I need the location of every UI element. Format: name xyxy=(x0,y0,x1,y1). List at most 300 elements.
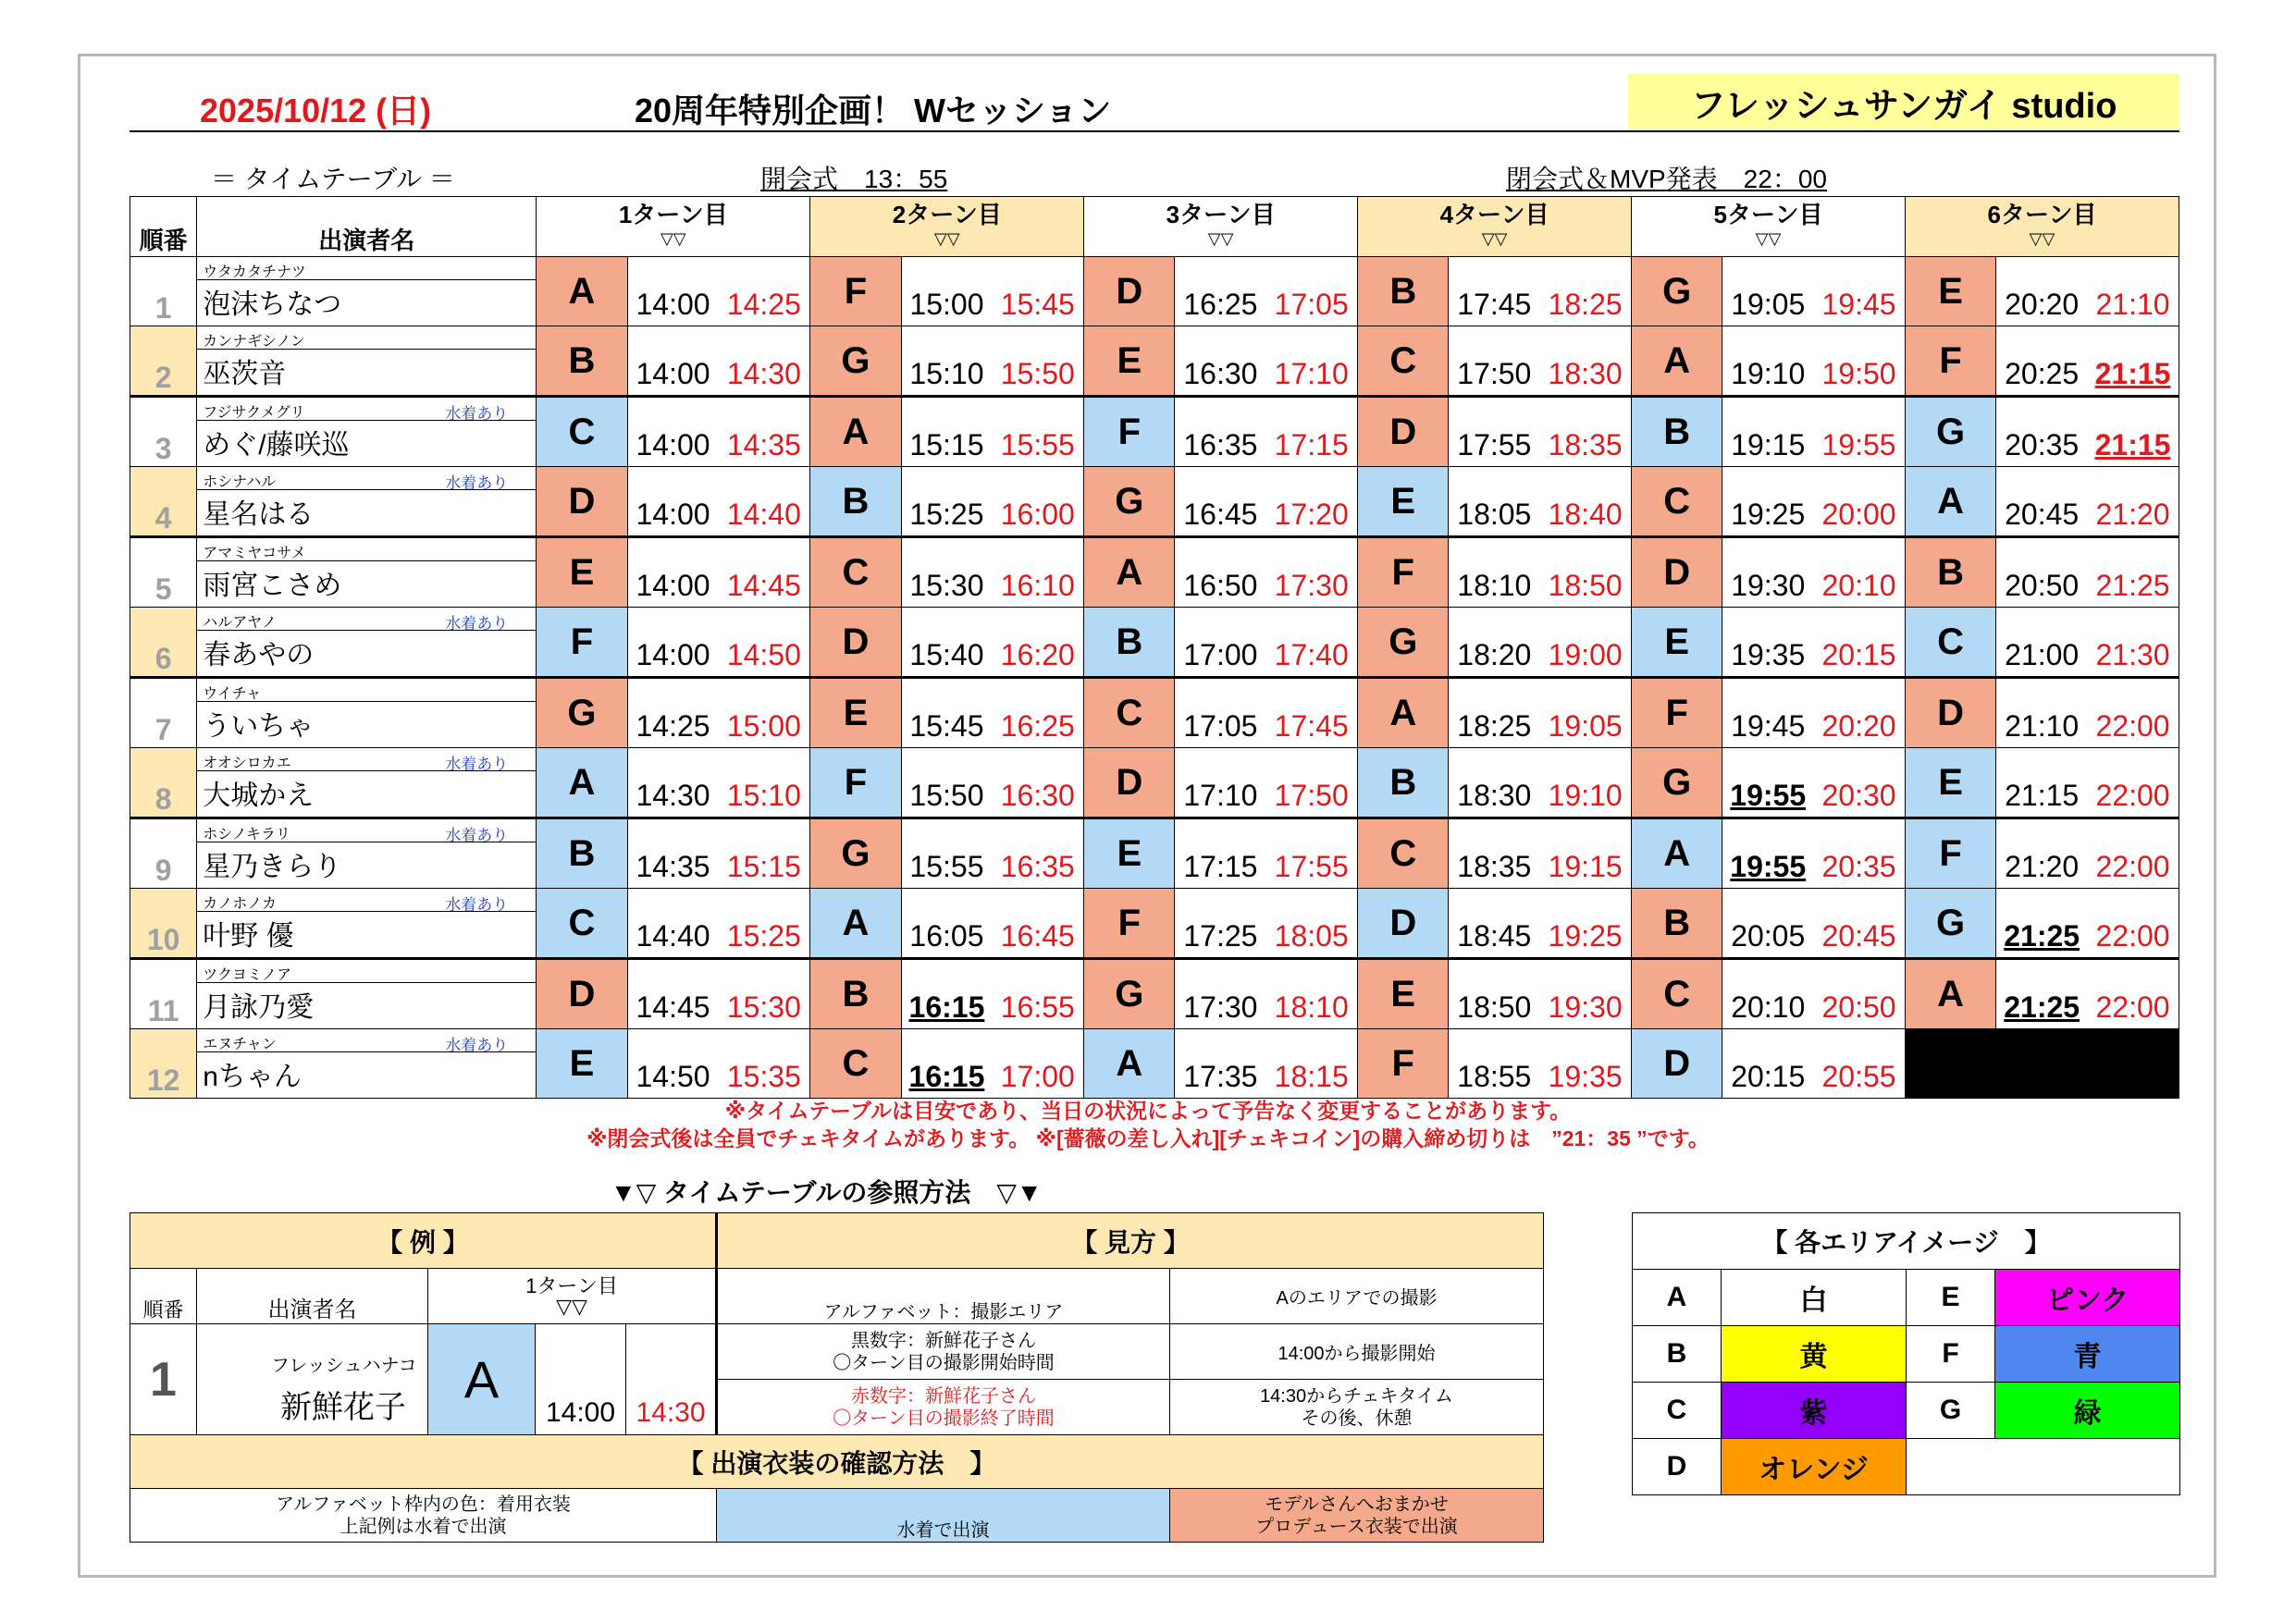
area-letter: D xyxy=(1358,397,1449,467)
area-letter: C xyxy=(537,889,627,959)
end-time: 15:10 xyxy=(718,748,809,818)
kana-divider xyxy=(197,349,536,350)
area-letter: A xyxy=(1632,818,1722,889)
area-letter: C xyxy=(810,1029,901,1099)
performer-name: 雨宮こさめ xyxy=(203,571,342,601)
end-time: 14:45 xyxy=(718,537,809,608)
area-letter: A xyxy=(1358,678,1449,748)
area-color-swatch: オレンジ xyxy=(1722,1439,1907,1495)
area-letter: B xyxy=(537,326,627,397)
start-time: 21:00 xyxy=(1996,608,2087,678)
area-color-swatch: ピンク xyxy=(1995,1270,2180,1326)
start-time: 19:55 xyxy=(1722,748,1813,818)
performer-cell xyxy=(197,959,537,1029)
table-row xyxy=(130,959,2179,1029)
kana-divider xyxy=(197,279,536,280)
area-letter: B xyxy=(1632,889,1722,959)
howto-header: 【 見方 】 xyxy=(717,1213,1544,1269)
end-time: 22:00 xyxy=(2087,818,2179,889)
end-time: 17:40 xyxy=(1265,608,1357,678)
start-time: 19:30 xyxy=(1722,537,1813,608)
area-row xyxy=(1633,1270,2180,1326)
start-time: 15:15 xyxy=(901,397,992,467)
start-time: 19:15 xyxy=(1722,397,1813,467)
performer-cell xyxy=(197,257,537,326)
performer-kana: オオシロカエ xyxy=(203,756,291,771)
area-letter: B xyxy=(1358,748,1449,818)
ref-performer-label: 出演者名 xyxy=(197,1269,428,1324)
area-empty xyxy=(1907,1439,1995,1495)
start-time: 16:50 xyxy=(1175,537,1265,608)
area-letter: F xyxy=(1358,537,1449,608)
end-time: 16:30 xyxy=(992,748,1083,818)
performer-kana: カノホノカ xyxy=(203,896,278,912)
table-row xyxy=(130,608,2179,678)
end-time: 18:40 xyxy=(1539,467,1631,537)
area-letter: A xyxy=(537,748,627,818)
start-time: 17:05 xyxy=(1175,678,1265,748)
end-time: 17:45 xyxy=(1265,678,1357,748)
end-time: 21:10 xyxy=(2087,257,2179,326)
note-cheki-time: ※閉会式後は全員でチェキタイムがあります。 ※[薔薇の差し入れ][チェキコイン]の購入締め切りは ”21：35 ”です。 xyxy=(586,1126,1710,1150)
reference-table xyxy=(130,1212,1544,1543)
area-letter: C xyxy=(1905,608,1995,678)
end-time: 20:00 xyxy=(1813,467,1905,537)
order-number: 2 xyxy=(130,326,197,397)
area-letter: B xyxy=(1632,397,1722,467)
performer-name: 泡沫ちなつ xyxy=(203,289,342,320)
order-number: 7 xyxy=(130,678,197,748)
area-color-swatch: 紫 xyxy=(1722,1383,1907,1439)
area-letter: D xyxy=(1084,748,1175,818)
end-time: 21:25 xyxy=(2087,537,2179,608)
performer-kana: ホシナハル xyxy=(203,474,277,490)
performer-kana: ハルアヤノ xyxy=(203,615,277,631)
area-color-swatch: 黄 xyxy=(1722,1326,1907,1383)
turn-2-header: 2ターン目 ▽▽ xyxy=(810,197,1084,257)
start-time: 15:00 xyxy=(901,257,992,326)
empty-slot xyxy=(1905,1029,2179,1099)
start-time: 18:30 xyxy=(1449,748,1539,818)
area-letter: B xyxy=(1084,608,1175,678)
area-letter: F xyxy=(537,608,627,678)
end-time: 20:35 xyxy=(1813,818,1905,889)
end-time: 17:00 xyxy=(992,1029,1083,1099)
ref-num: 1 xyxy=(130,1324,197,1435)
end-time: 15:35 xyxy=(718,1029,809,1099)
end-time: 15:45 xyxy=(992,257,1083,326)
end-time: 20:20 xyxy=(1813,678,1905,748)
area-letter: C xyxy=(1632,959,1722,1029)
area-row xyxy=(1633,1439,2180,1495)
performer-cell xyxy=(197,678,537,748)
start-time: 16:25 xyxy=(1175,257,1265,326)
start-time: 18:25 xyxy=(1449,678,1539,748)
performer-kana: フジサクメグリ xyxy=(203,405,305,421)
end-time: 22:00 xyxy=(2087,889,2179,959)
end-time: 19:25 xyxy=(1539,889,1631,959)
costume-desc: アルファベット枠内の色：着用衣装 上記例は水着で出演 xyxy=(130,1489,717,1543)
kana-divider xyxy=(197,420,536,421)
area-key: D xyxy=(1633,1439,1722,1495)
end-time: 18:25 xyxy=(1539,257,1631,326)
start-time: 17:25 xyxy=(1175,889,1265,959)
end-time: 20:15 xyxy=(1813,608,1905,678)
swimsuit-badge: 水着あり xyxy=(445,1037,509,1054)
start-time: 14:00 xyxy=(627,537,718,608)
area-letter: C xyxy=(1632,467,1722,537)
swimsuit-badge: 水着あり xyxy=(445,474,509,492)
end-time: 16:55 xyxy=(992,959,1083,1029)
start-time: 20:25 xyxy=(1996,326,2087,397)
end-time: 17:15 xyxy=(1265,397,1357,467)
end-time: 17:50 xyxy=(1265,748,1357,818)
start-time: 16:15 xyxy=(901,959,992,1029)
area-letter: A xyxy=(1084,1029,1175,1099)
start-time: 18:50 xyxy=(1449,959,1539,1029)
performer-name: ういちゃ xyxy=(203,711,315,742)
ref-name-cell xyxy=(197,1324,428,1435)
end-time: 18:50 xyxy=(1539,537,1631,608)
area-letter: E xyxy=(537,1029,627,1099)
end-time: 19:35 xyxy=(1539,1029,1631,1099)
table-row xyxy=(130,467,2179,537)
table-row xyxy=(130,257,2179,326)
start-time: 19:25 xyxy=(1722,467,1813,537)
end-time: 19:50 xyxy=(1813,326,1905,397)
area-letter: E xyxy=(1084,818,1175,889)
performer-cell xyxy=(197,397,537,467)
ref-order-label: 順番 xyxy=(130,1269,197,1324)
reference-title: ▼▽ タイムテーブルの参照方法 ▽▼ xyxy=(611,1178,1043,1207)
order-number: 8 xyxy=(130,748,197,818)
end-time: 21:20 xyxy=(2087,467,2179,537)
end-time: 18:05 xyxy=(1265,889,1357,959)
area-letter: D xyxy=(1084,257,1175,326)
end-time: 16:25 xyxy=(992,678,1083,748)
start-time: 16:15 xyxy=(901,1029,992,1099)
area-key: E xyxy=(1907,1270,1995,1326)
start-time: 15:25 xyxy=(901,467,992,537)
end-time: 20:55 xyxy=(1813,1029,1905,1099)
black-example: 14:00から撮影開始 xyxy=(1170,1324,1544,1380)
end-time: 17:10 xyxy=(1265,326,1357,397)
end-time: 22:00 xyxy=(2087,748,2179,818)
area-letter: C xyxy=(1084,678,1175,748)
area-letter: E xyxy=(1358,467,1449,537)
end-time: 14:50 xyxy=(718,608,809,678)
end-time: 17:55 xyxy=(1265,818,1357,889)
opening-time: 開会式 13：55 xyxy=(760,165,948,193)
start-time: 21:20 xyxy=(1996,818,2087,889)
area-key: F xyxy=(1907,1326,1995,1383)
start-time: 17:15 xyxy=(1175,818,1265,889)
start-time: 14:35 xyxy=(627,818,718,889)
costume-pink: モデルさんへおまかせ プロデュース衣装で出演 xyxy=(1170,1489,1544,1543)
area-letter: D xyxy=(1905,678,1995,748)
end-time: 19:05 xyxy=(1539,678,1631,748)
end-time: 16:20 xyxy=(992,608,1083,678)
start-time: 16:45 xyxy=(1175,467,1265,537)
ref-start: 14:00 xyxy=(536,1324,626,1435)
header-divider xyxy=(130,130,2179,132)
performer-cell xyxy=(197,1029,537,1099)
performer-name: 大城かえ xyxy=(203,781,315,811)
area-letter: B xyxy=(1905,537,1995,608)
table-row xyxy=(130,748,2179,818)
end-time: 18:30 xyxy=(1539,326,1631,397)
end-time: 21:15 xyxy=(2087,326,2179,397)
start-time: 20:45 xyxy=(1996,467,2087,537)
table-row xyxy=(130,326,2179,397)
area-letter: E xyxy=(1358,959,1449,1029)
area-letter: A xyxy=(1084,537,1175,608)
kana-divider xyxy=(197,911,536,912)
start-time: 20:50 xyxy=(1996,537,2087,608)
performer-kana: カンナギシノン xyxy=(203,334,305,350)
end-time: 15:50 xyxy=(992,326,1083,397)
area-letter: C xyxy=(810,537,901,608)
kana-divider xyxy=(197,701,536,702)
kana-divider xyxy=(197,770,536,771)
red-desc: 赤数字：新鮮花子さん 〇ターン目の撮影終了時間 xyxy=(717,1380,1170,1435)
area-key: A xyxy=(1633,1270,1722,1326)
end-time: 15:15 xyxy=(718,818,809,889)
start-time: 20:15 xyxy=(1722,1029,1813,1099)
end-time: 15:30 xyxy=(718,959,809,1029)
table-row xyxy=(130,889,2179,959)
end-time: 19:00 xyxy=(1539,608,1631,678)
end-time: 14:30 xyxy=(718,326,809,397)
end-time: 18:15 xyxy=(1265,1029,1357,1099)
kana-divider xyxy=(197,560,536,561)
start-time: 15:40 xyxy=(901,608,992,678)
order-header: 順番 xyxy=(130,197,197,257)
end-time: 20:30 xyxy=(1813,748,1905,818)
end-time: 19:15 xyxy=(1539,818,1631,889)
area-letter: B xyxy=(810,959,901,1029)
start-time: 20:10 xyxy=(1722,959,1813,1029)
start-time: 15:50 xyxy=(901,748,992,818)
end-time: 17:30 xyxy=(1265,537,1357,608)
start-time: 14:00 xyxy=(627,257,718,326)
event-title: 20周年特別企画！ Wセッション xyxy=(635,92,1112,129)
end-time: 15:55 xyxy=(992,397,1083,467)
order-number: 10 xyxy=(130,889,197,959)
turn-3-header: 3ターン目 ▽▽ xyxy=(1084,197,1358,257)
start-time: 20:05 xyxy=(1722,889,1813,959)
start-time: 20:20 xyxy=(1996,257,2087,326)
start-time: 16:35 xyxy=(1175,397,1265,467)
costume-title: 【 出演衣装の確認方法 】 xyxy=(130,1435,1544,1489)
swimsuit-badge: 水着あり xyxy=(445,896,509,914)
timetable xyxy=(130,196,2179,1099)
order-number: 9 xyxy=(130,818,197,889)
start-time: 21:25 xyxy=(1996,889,2087,959)
area-letter: C xyxy=(1358,326,1449,397)
end-time: 15:25 xyxy=(718,889,809,959)
swimsuit-badge: 水着あり xyxy=(445,615,509,633)
kana-divider xyxy=(197,1051,536,1052)
start-time: 19:10 xyxy=(1722,326,1813,397)
area-letter: A xyxy=(537,257,627,326)
start-time: 19:45 xyxy=(1722,678,1813,748)
performer-cell xyxy=(197,537,537,608)
order-number: 3 xyxy=(130,397,197,467)
start-time: 15:10 xyxy=(901,326,992,397)
order-number: 11 xyxy=(130,959,197,1029)
ref-name: 新鮮花子 xyxy=(280,1390,406,1425)
area-letter: G xyxy=(1632,748,1722,818)
area-key: C xyxy=(1633,1383,1722,1439)
area-letter: E xyxy=(537,537,627,608)
area-letter: G xyxy=(1084,959,1175,1029)
start-time: 14:00 xyxy=(627,467,718,537)
ref-end: 14:30 xyxy=(626,1324,717,1435)
area-row xyxy=(1633,1383,2180,1439)
end-time: 19:55 xyxy=(1813,397,1905,467)
area-letter: E xyxy=(810,678,901,748)
area-letter: C xyxy=(1358,818,1449,889)
area-key: B xyxy=(1633,1326,1722,1383)
area-title: 【 各エリアイメージ 】 xyxy=(1633,1213,2180,1270)
table-row xyxy=(130,537,2179,608)
area-letter: G xyxy=(537,678,627,748)
table-row xyxy=(130,678,2179,748)
start-time: 15:45 xyxy=(901,678,992,748)
alpha-desc: アルファベット：撮影エリア xyxy=(717,1269,1170,1324)
table-row xyxy=(130,1029,2179,1099)
order-number: 4 xyxy=(130,467,197,537)
performer-kana: ウタカタチナツ xyxy=(203,264,306,280)
end-time: 22:00 xyxy=(2087,959,2179,1029)
event-date: 2025/10/12 (日) xyxy=(200,92,432,129)
timetable-label: ＝ タイムテーブル ＝ xyxy=(211,165,455,193)
start-time: 16:05 xyxy=(901,889,992,959)
start-time: 14:00 xyxy=(627,397,718,467)
area-letter: F xyxy=(810,257,901,326)
end-time: 14:35 xyxy=(718,397,809,467)
end-time: 21:15 xyxy=(2087,397,2179,467)
table-row xyxy=(130,397,2179,467)
performer-header: 出演者名 xyxy=(197,197,537,257)
area-letter: A xyxy=(1632,326,1722,397)
performer-name: 叶野 優 xyxy=(203,921,294,952)
start-time: 19:05 xyxy=(1722,257,1813,326)
start-time: 14:45 xyxy=(627,959,718,1029)
swimsuit-badge: 水着あり xyxy=(445,756,509,773)
kana-divider xyxy=(197,630,536,631)
area-letter: F xyxy=(810,748,901,818)
start-time: 20:35 xyxy=(1996,397,2087,467)
area-letter: F xyxy=(1358,1029,1449,1099)
performer-name: 春あやの xyxy=(203,640,315,670)
start-time: 17:35 xyxy=(1175,1029,1265,1099)
start-time: 21:10 xyxy=(1996,678,2087,748)
end-time: 16:45 xyxy=(992,889,1083,959)
area-letter: G xyxy=(1905,889,1995,959)
table-row xyxy=(130,818,2179,889)
ref-turn-label: 1ターン目 ▽▽ xyxy=(428,1269,717,1324)
start-time: 17:10 xyxy=(1175,748,1265,818)
area-key: G xyxy=(1907,1383,1995,1439)
end-time: 19:10 xyxy=(1539,748,1631,818)
end-time: 18:35 xyxy=(1539,397,1631,467)
performer-name: nちゃん xyxy=(203,1062,302,1092)
area-letter: A xyxy=(810,397,901,467)
studio-name: フレッシュサンガイ studio xyxy=(1628,74,2179,129)
end-time: 15:00 xyxy=(718,678,809,748)
turn-6-header: 6ターン目 ▽▽ xyxy=(1905,197,2179,257)
ref-area: A xyxy=(428,1324,536,1435)
start-time: 14:25 xyxy=(627,678,718,748)
area-letter: A xyxy=(1905,959,1995,1029)
area-letter: E xyxy=(1632,608,1722,678)
performer-name: 巫茨音 xyxy=(203,359,287,389)
ref-kana: フレッシュハナコ xyxy=(271,1356,417,1376)
area-empty xyxy=(1995,1439,2180,1495)
black-desc: 黒数字：新鮮花子さん 〇ターン目の撮影開始時間 xyxy=(717,1324,1170,1380)
area-letter: G xyxy=(1358,608,1449,678)
order-number: 6 xyxy=(130,608,197,678)
start-time: 17:45 xyxy=(1449,257,1539,326)
area-letter: F xyxy=(1084,397,1175,467)
performer-name: 星乃きらり xyxy=(203,852,342,882)
area-letter: G xyxy=(810,326,901,397)
end-time: 21:30 xyxy=(2087,608,2179,678)
area-letter: D xyxy=(537,467,627,537)
start-time: 15:30 xyxy=(901,537,992,608)
start-time: 21:25 xyxy=(1996,959,2087,1029)
end-time: 18:10 xyxy=(1265,959,1357,1029)
start-time: 18:55 xyxy=(1449,1029,1539,1099)
start-time: 17:50 xyxy=(1449,326,1539,397)
area-image-table xyxy=(1632,1212,2180,1495)
end-time: 16:00 xyxy=(992,467,1083,537)
end-time: 20:10 xyxy=(1813,537,1905,608)
area-letter: D xyxy=(810,608,901,678)
area-letter: B xyxy=(810,467,901,537)
example-header: 【 例 】 xyxy=(130,1213,717,1269)
area-letter: G xyxy=(1905,397,1995,467)
start-time: 14:00 xyxy=(627,608,718,678)
end-time: 20:45 xyxy=(1813,889,1905,959)
start-time: 14:50 xyxy=(627,1029,718,1099)
start-time: 15:55 xyxy=(901,818,992,889)
area-letter: F xyxy=(1632,678,1722,748)
performer-name: めぐ/藤咲巡 xyxy=(203,430,350,461)
performer-kana: アマミヤコサメ xyxy=(203,546,306,561)
end-time: 17:05 xyxy=(1265,257,1357,326)
area-letter: F xyxy=(1084,889,1175,959)
start-time: 18:35 xyxy=(1449,818,1539,889)
order-number: 5 xyxy=(130,537,197,608)
note-schedule-change: ※タイムテーブルは目安であり、当日の状況によって予告なく変更することがあります。 xyxy=(724,1099,1572,1123)
start-time: 17:30 xyxy=(1175,959,1265,1029)
area-letter: F xyxy=(1905,818,1995,889)
performer-kana: ウイチャ xyxy=(203,686,262,702)
performer-cell xyxy=(197,467,537,537)
turn-5-header: 5ターン目 ▽▽ xyxy=(1632,197,1906,257)
swimsuit-badge: 水着あり xyxy=(445,405,509,423)
end-time: 16:10 xyxy=(992,537,1083,608)
area-letter: E xyxy=(1084,326,1175,397)
start-time: 14:40 xyxy=(627,889,718,959)
end-time: 19:30 xyxy=(1539,959,1631,1029)
performer-cell xyxy=(197,748,537,818)
start-time: 19:35 xyxy=(1722,608,1813,678)
area-letter: G xyxy=(1632,257,1722,326)
